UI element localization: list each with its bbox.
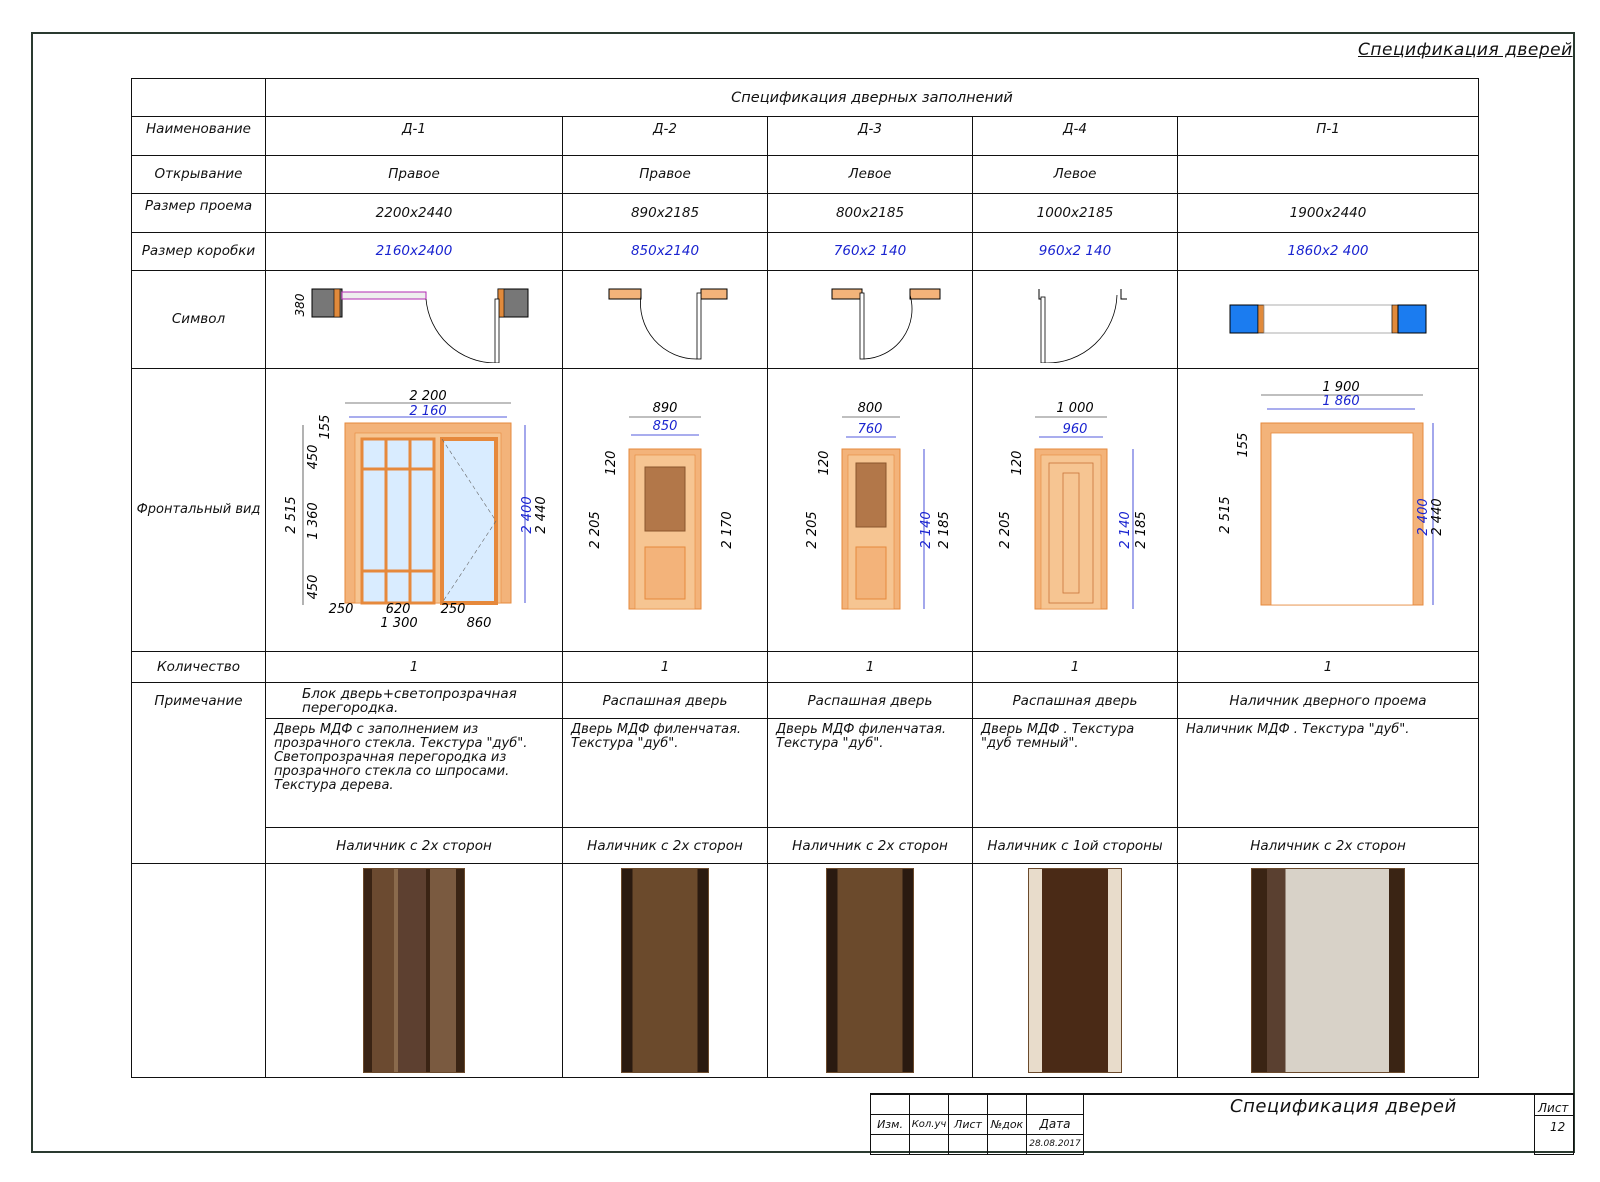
d4-h-out: 2 185 bbox=[1134, 511, 1149, 549]
note2-d4: Дверь МДФ . Текстура "дуб темный". bbox=[973, 719, 1178, 828]
name-d3: Д-3 bbox=[768, 117, 973, 155]
door-symbol-p1-icon bbox=[1218, 275, 1438, 363]
trim-d3: Наличник с 2х сторон bbox=[768, 828, 973, 863]
front-d3 bbox=[768, 368, 973, 651]
symbol-p1 bbox=[1178, 270, 1479, 368]
p1-h-left: 2 515 bbox=[1218, 496, 1233, 534]
note1-d4: Распашная дверь bbox=[973, 682, 1178, 718]
door-symbol-d4-icon bbox=[985, 275, 1165, 363]
symbol-d3 bbox=[768, 270, 973, 368]
row-label-note: Примечание bbox=[132, 682, 266, 863]
stamp-izm: Изм. bbox=[871, 1115, 910, 1135]
d2-h-left: 2 205 bbox=[588, 511, 603, 549]
d1-w-out: 2 200 bbox=[409, 388, 447, 404]
d1-row3: 450 bbox=[306, 574, 321, 600]
stamp-cell bbox=[988, 1095, 1027, 1115]
opening-d3: Левое bbox=[768, 155, 973, 193]
opening-p1 bbox=[1178, 155, 1479, 193]
corner-cell bbox=[132, 79, 266, 117]
stamp-cell bbox=[910, 1095, 949, 1115]
name-d2: Д-2 bbox=[563, 117, 768, 155]
d1-row1: 450 bbox=[306, 444, 321, 470]
row-label-symbol: Символ bbox=[132, 270, 266, 368]
d3-w-in: 760 bbox=[857, 421, 883, 437]
d1-h-out: 2 440 bbox=[534, 496, 549, 534]
d2-h-right: 2 170 bbox=[720, 511, 735, 549]
p1-top: 155 bbox=[1236, 432, 1251, 458]
row-label-name: Наименование bbox=[132, 117, 266, 155]
photo-d4-image bbox=[1028, 868, 1122, 1073]
box-d3: 760x2 140 bbox=[768, 232, 973, 270]
d4-h-left: 2 205 bbox=[998, 511, 1013, 549]
stamp-ndok: №док bbox=[988, 1115, 1027, 1135]
trim-d4: Наличник с 1ой стороны bbox=[973, 828, 1178, 863]
front-d2 bbox=[563, 368, 768, 651]
front-view-d4 bbox=[975, 375, 1175, 645]
box-d4: 960x2 140 bbox=[973, 232, 1178, 270]
front-view-d1 bbox=[269, 375, 559, 645]
aperture-d3: 800x2185 bbox=[768, 194, 973, 232]
d4-h-in: 2 140 bbox=[1118, 511, 1133, 549]
row-label-aperture: Размер проема bbox=[132, 194, 266, 232]
door-symbol-d2-icon bbox=[575, 275, 755, 363]
box-d2: 850x2140 bbox=[563, 232, 768, 270]
photo-d4 bbox=[973, 863, 1178, 1077]
trim-p1: Наличник с 2х сторон bbox=[1178, 828, 1479, 863]
p1-h-out: 2 440 bbox=[1430, 498, 1445, 536]
front-view-p1 bbox=[1183, 375, 1473, 645]
p1-w-out: 1 900 bbox=[1322, 379, 1360, 395]
photo-d3 bbox=[768, 863, 973, 1077]
stamp-sheet-label: Лист bbox=[1538, 1101, 1569, 1115]
sheet-title: Спецификация дверей bbox=[1358, 40, 1573, 60]
stamp-empty-row1 bbox=[871, 1095, 910, 1115]
note2-d3: Дверь МДФ филенчатая. Текстура "дуб". bbox=[768, 719, 973, 828]
row-label-qty: Количество bbox=[132, 651, 266, 682]
stamp-date: 28.08.2017 bbox=[1027, 1135, 1084, 1155]
photo-d1-image bbox=[363, 868, 465, 1073]
d4-w-in: 960 bbox=[1062, 421, 1088, 437]
aperture-d2: 890x2185 bbox=[563, 194, 768, 232]
symbol-d4 bbox=[973, 270, 1178, 368]
note2-d2: Дверь МДФ филенчатая. Текстура "дуб". bbox=[563, 719, 768, 828]
qty-d3: 1 bbox=[768, 651, 973, 682]
d1-b2: 620 bbox=[385, 601, 411, 617]
trim-d1: Наличник с 2х сторон bbox=[266, 828, 563, 863]
aperture-d4: 1000x2185 bbox=[973, 194, 1178, 232]
note1-d2: Распашная дверь bbox=[563, 682, 768, 718]
photo-p1-image bbox=[1251, 868, 1405, 1073]
p1-h-in: 2 400 bbox=[1416, 498, 1431, 536]
row-label-box: Размер коробки bbox=[132, 232, 266, 270]
d2-top: 120 bbox=[604, 450, 619, 476]
note2-p1: Наличник МДФ . Текстура "дуб". bbox=[1178, 719, 1479, 828]
note1-p1: Наличник дверного проема bbox=[1178, 682, 1479, 718]
front-d4 bbox=[973, 368, 1178, 651]
row-label-front: Фронтальный вид bbox=[132, 368, 266, 651]
photo-d2-image bbox=[621, 868, 709, 1073]
d2-w-in: 850 bbox=[652, 418, 678, 434]
photo-d1 bbox=[266, 863, 563, 1077]
trim-d2: Наличник с 2х сторон bbox=[563, 828, 768, 863]
d1-w-in: 2 160 bbox=[409, 403, 447, 419]
qty-d1: 1 bbox=[266, 651, 563, 682]
d1-h-in: 2 400 bbox=[520, 496, 535, 534]
opening-d4: Левое bbox=[973, 155, 1178, 193]
aperture-d1: 2200x2440 bbox=[266, 194, 563, 232]
symbol-d2 bbox=[563, 270, 768, 368]
stamp-sheet-divider bbox=[1534, 1115, 1574, 1116]
table-caption: Спецификация дверных заполнений bbox=[266, 79, 1479, 117]
d3-h-left: 2 205 bbox=[805, 511, 820, 549]
d3-h-out: 2 185 bbox=[937, 511, 952, 549]
d1-h-total: 2 515 bbox=[284, 496, 299, 534]
note1-d1: Блок дверь+светопрозрачная перегородка. bbox=[266, 682, 563, 718]
name-d4: Д-4 bbox=[973, 117, 1178, 155]
box-d1: 2160x2400 bbox=[266, 232, 563, 270]
d1-b4: 1 300 bbox=[380, 615, 418, 631]
name-d1: Д-1 bbox=[266, 117, 563, 155]
photo-label-cell bbox=[132, 863, 266, 1077]
stamp-list: Лист bbox=[949, 1115, 988, 1135]
stamp-koluch: Кол.уч bbox=[910, 1115, 949, 1135]
stamp-data: Дата bbox=[1027, 1115, 1084, 1135]
stamp-cell bbox=[949, 1095, 988, 1115]
d1-b3: 250 bbox=[440, 601, 466, 617]
d3-h-in: 2 140 bbox=[919, 511, 934, 549]
opening-d2: Правое bbox=[563, 155, 768, 193]
stamp-cell bbox=[949, 1135, 988, 1155]
front-p1 bbox=[1178, 368, 1479, 651]
front-d1 bbox=[266, 368, 563, 651]
symbol-d1-dim: 380 bbox=[293, 293, 307, 317]
d4-top: 120 bbox=[1010, 450, 1025, 476]
front-view-d2 bbox=[565, 375, 765, 645]
qty-d2: 1 bbox=[563, 651, 768, 682]
title-block bbox=[870, 1093, 1574, 1155]
d2-w-out: 890 bbox=[652, 400, 678, 416]
note1-d3: Распашная дверь bbox=[768, 682, 973, 718]
stamp-sheet-number: 12 bbox=[1550, 1120, 1566, 1134]
aperture-p1: 1900x2440 bbox=[1178, 194, 1479, 232]
door-symbol-d1-icon bbox=[284, 275, 544, 363]
door-spec-table bbox=[131, 78, 1479, 1078]
photo-d3-image bbox=[826, 868, 914, 1073]
stamp-cell bbox=[1027, 1095, 1084, 1115]
front-view-d3 bbox=[770, 375, 970, 645]
d3-top: 120 bbox=[817, 450, 832, 476]
d3-w-out: 800 bbox=[857, 400, 883, 416]
qty-p1: 1 bbox=[1178, 651, 1479, 682]
name-p1: П-1 bbox=[1178, 117, 1479, 155]
stamp-cell bbox=[988, 1135, 1027, 1155]
box-p1: 1860x2 400 bbox=[1178, 232, 1479, 270]
d1-row2: 1 360 bbox=[306, 502, 321, 540]
p1-w-in: 1 860 bbox=[1322, 393, 1360, 409]
stamp-cell bbox=[910, 1135, 949, 1155]
row-label-opening: Открывание bbox=[132, 155, 266, 193]
door-symbol-d3-icon bbox=[780, 275, 960, 363]
stamp-cell bbox=[871, 1135, 910, 1155]
symbol-d1 bbox=[266, 270, 563, 368]
d1-b5: 860 bbox=[466, 615, 492, 631]
d4-w-out: 1 000 bbox=[1056, 400, 1094, 416]
opening-d1: Правое bbox=[266, 155, 563, 193]
photo-p1 bbox=[1178, 863, 1479, 1077]
d1-b1: 250 bbox=[328, 601, 354, 617]
note2-d1: Дверь МДФ с заполнением из прозрачного стекла. Текстура "дуб". Светопрозрачная перегородка из прозрачного стекла со шпросами. Текстура дерева. bbox=[266, 719, 563, 828]
qty-d4: 1 bbox=[973, 651, 1178, 682]
stamp-title: Спецификация дверей bbox=[1230, 1096, 1457, 1117]
photo-d2 bbox=[563, 863, 768, 1077]
d1-top: 155 bbox=[318, 414, 333, 440]
